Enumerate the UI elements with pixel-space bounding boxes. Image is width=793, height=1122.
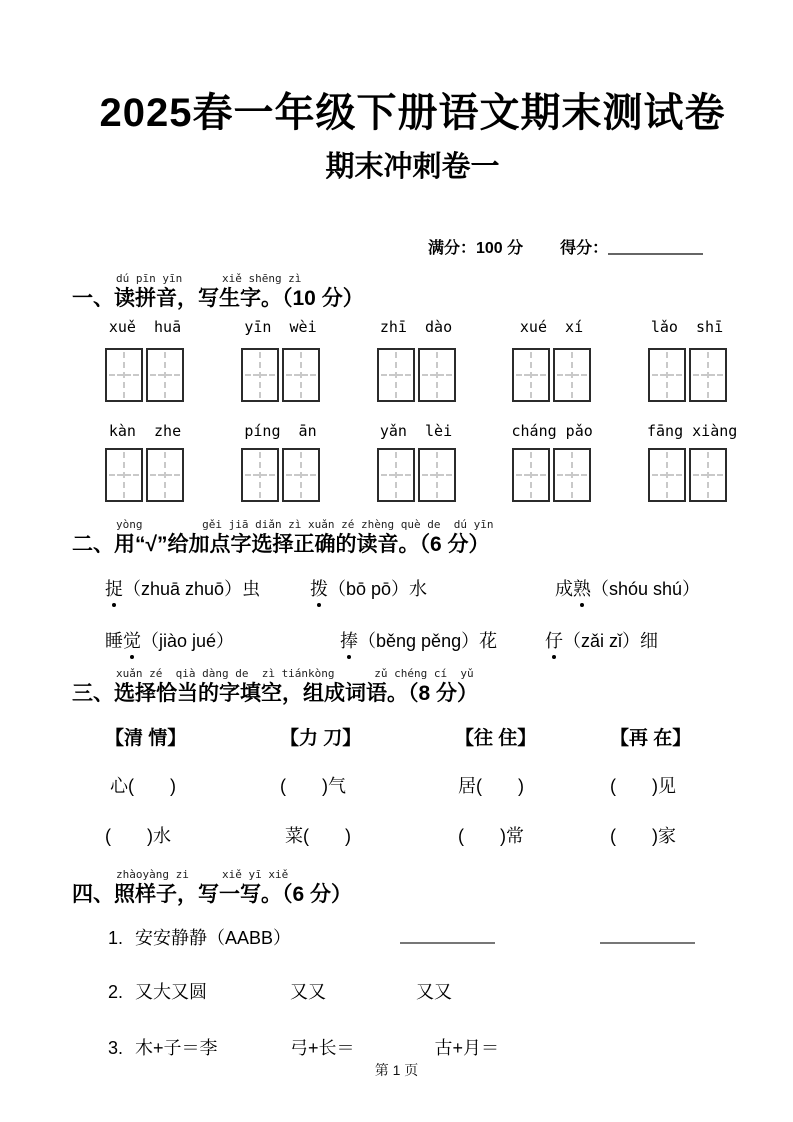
dotted-char: 捉 xyxy=(105,575,123,601)
writing-grid-row-1 xyxy=(105,348,727,402)
item-number: 2. xyxy=(108,982,124,1002)
choice-text: （jiào jué） xyxy=(141,630,235,651)
fill-word-row-2 xyxy=(105,822,753,848)
tianzige-box[interactable] xyxy=(418,448,456,502)
tianzige-box[interactable] xyxy=(418,348,456,402)
pronunciation-row-1 xyxy=(105,575,753,601)
pinyin-word: cháng pǎo xyxy=(511,422,593,441)
section1-pinyin: dú pīn yīn xiě shēng zì xyxy=(116,272,302,285)
tianzige-pair xyxy=(512,448,591,502)
tianzige-box[interactable] xyxy=(512,448,550,502)
pattern-item-1 xyxy=(108,924,753,950)
choice-text: 成 xyxy=(555,578,573,599)
section1-header xyxy=(72,272,753,312)
expression: 古+月＝ xyxy=(434,1038,500,1058)
page-subtitle: 期末冲刺卷一 xyxy=(325,151,500,183)
dotted-char: 觉 xyxy=(123,627,141,653)
pronunciation-row-2 xyxy=(105,627,753,653)
pattern-item-2 xyxy=(108,978,753,1004)
item-number: 1. xyxy=(108,928,124,948)
dotted-char: 拨 xyxy=(310,575,328,601)
char-addition xyxy=(290,1034,355,1060)
choice-text: （bō pō）水 xyxy=(328,578,428,599)
pinyin-word: kàn zhe xyxy=(108,422,182,441)
expression: 弓+长＝ xyxy=(290,1038,355,1058)
section4-pinyin: zhàoyàng zi xiě yī xiě xyxy=(116,867,289,881)
section2-title: 二、用“√”给加点字选择正确的读音。（6 分） xyxy=(72,533,490,557)
pinyin-word: xuě huā xyxy=(108,318,182,337)
char-addition xyxy=(435,1034,500,1060)
pinyin-word: fāng xiàng xyxy=(647,422,738,441)
pinyin-word: lǎo shī xyxy=(650,318,724,337)
section2-header xyxy=(72,518,753,558)
pattern-char: 又 xyxy=(434,982,452,1002)
fill-word-blank[interactable]: 菜( ) xyxy=(285,825,351,846)
section3-header xyxy=(72,667,753,707)
pinyin-word: xué xí xyxy=(519,318,584,337)
choice-text: 睡 xyxy=(105,630,123,651)
choice-text: （běng pěng）花 xyxy=(358,630,498,651)
section2-pinyin: yòng gěi jiā diǎn zì xuǎn zé zhèng què de dú yīn xyxy=(116,518,494,532)
choice-text: （zǎi zǐ）细 xyxy=(563,630,659,651)
fill-word-blank[interactable]: ( )水 xyxy=(105,825,171,846)
section4-header xyxy=(72,868,753,908)
pronunciation-choice[interactable] xyxy=(545,627,658,653)
pinyin-word: píng ān xyxy=(244,422,317,441)
fill-word-blank[interactable]: ( )见 xyxy=(610,775,676,796)
full-score-label: 满分：100 分 xyxy=(428,240,524,257)
section1-title: 一、读拼音，写生字。（10 分） xyxy=(72,287,364,310)
dotted-char: 熟 xyxy=(573,575,591,601)
fill-word-blank[interactable]: 居( ) xyxy=(458,775,524,796)
character-options-row xyxy=(105,723,753,750)
choice-text: （shóu shú） xyxy=(591,578,701,599)
section4-title: 四、照样子，写一写。（6 分） xyxy=(72,882,353,906)
pinyin-row-2 xyxy=(105,422,738,441)
pattern-group xyxy=(416,978,452,1004)
fill-word-blank[interactable]: ( )家 xyxy=(610,825,676,846)
fill-word-row-1 xyxy=(105,772,753,798)
pattern-char: 又 xyxy=(416,982,434,1002)
tianzige-box[interactable] xyxy=(648,348,686,402)
dotted-char: 捧 xyxy=(340,627,358,653)
fill-word-blank[interactable]: ( )常 xyxy=(458,825,524,846)
item-example: 安安静静（AABB） xyxy=(135,928,292,948)
tianzige-pair xyxy=(241,348,320,402)
tianzige-box[interactable] xyxy=(105,348,143,402)
page-title: 2025春一年级下册语文期末测试卷 xyxy=(99,91,726,135)
tianzige-box[interactable] xyxy=(241,348,279,402)
score-line xyxy=(428,235,753,258)
tianzige-box[interactable] xyxy=(648,448,686,502)
item-example: 木+子＝李 xyxy=(135,1038,218,1058)
choice-text: （zhuā zhuō）虫 xyxy=(123,578,261,599)
tianzige-box[interactable] xyxy=(241,448,279,502)
pinyin-word: zhī dào xyxy=(379,318,453,337)
tianzige-box[interactable] xyxy=(105,448,143,502)
pronunciation-choice[interactable] xyxy=(105,575,310,601)
character-option-pair: 【力 刀】 xyxy=(280,727,362,749)
pinyin-row-1 xyxy=(105,318,727,336)
fill-word-blank[interactable]: 心( ) xyxy=(110,775,176,796)
answer-blank[interactable] xyxy=(600,942,695,944)
tianzige-pair xyxy=(241,448,320,502)
tianzige-pair xyxy=(648,448,727,502)
tianzige-pair xyxy=(377,448,456,502)
tianzige-box[interactable] xyxy=(377,348,415,402)
tianzige-box[interactable] xyxy=(553,348,591,402)
character-option-pair: 【往 住】 xyxy=(455,727,537,749)
writing-grid-row-2 xyxy=(105,448,727,502)
tianzige-pair xyxy=(648,348,727,402)
section3-title: 三、选择恰当的字填空，组成词语。（8 分） xyxy=(72,681,479,705)
dotted-char: 仔 xyxy=(545,627,563,653)
pronunciation-choice[interactable] xyxy=(310,575,555,601)
character-option-pair: 【清 情】 xyxy=(105,727,187,749)
tianzige-pair xyxy=(512,348,591,402)
fill-word-blank[interactable]: ( )气 xyxy=(280,775,346,796)
pronunciation-choice[interactable] xyxy=(555,575,700,601)
pinyin-word: yīn wèi xyxy=(244,318,317,337)
tianzige-box[interactable] xyxy=(282,348,320,402)
tianzige-pair xyxy=(105,448,184,502)
tianzige-box[interactable] xyxy=(689,448,727,502)
pronunciation-choice[interactable] xyxy=(340,627,545,653)
pattern-char: 又 xyxy=(308,982,326,1002)
pinyin-word: yǎn lèi xyxy=(379,422,453,441)
tianzige-box[interactable] xyxy=(146,448,184,502)
score-blank[interactable] xyxy=(608,253,703,255)
pronunciation-choice[interactable] xyxy=(105,627,340,653)
tianzige-box[interactable] xyxy=(512,348,550,402)
character-option-pair: 【再 在】 xyxy=(610,727,692,749)
tianzige-pair xyxy=(105,348,184,402)
tianzige-box[interactable] xyxy=(146,348,184,402)
pattern-char: 又 xyxy=(290,982,308,1002)
tianzige-box[interactable] xyxy=(689,348,727,402)
pattern-group xyxy=(290,978,326,1004)
tianzige-pair xyxy=(377,348,456,402)
score-label: 得分： xyxy=(560,240,609,257)
tianzige-box[interactable] xyxy=(377,448,415,502)
tianzige-box[interactable] xyxy=(553,448,591,502)
tianzige-box[interactable] xyxy=(282,448,320,502)
item-number: 3. xyxy=(108,1038,124,1058)
answer-blank[interactable] xyxy=(400,942,495,944)
section3-pinyin: xuǎn zé qià dàng de zì tiánkòng zǔ chéng cí yǔ xyxy=(116,666,474,680)
page-number: 第 1 页 xyxy=(374,1062,419,1078)
pattern-item-3 xyxy=(108,1034,753,1060)
item-example: 又大又圆 xyxy=(135,982,207,1002)
